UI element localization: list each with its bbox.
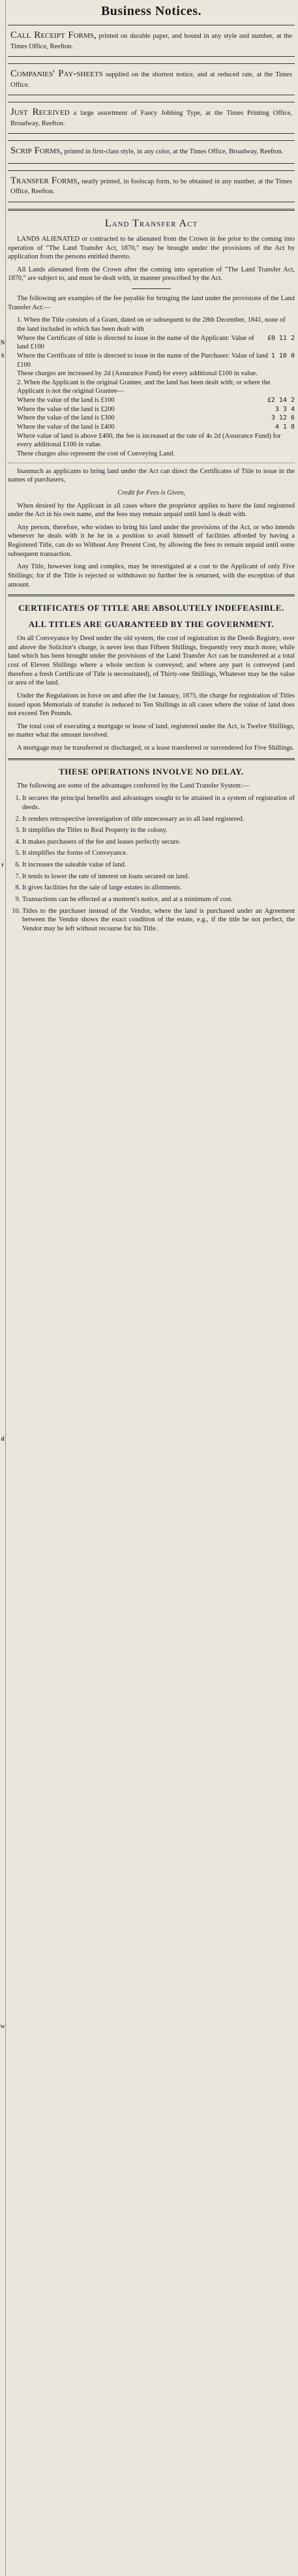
advert-text: supplied on the shortest notice, and at reduced rate, at the Times Office.: [10, 71, 293, 89]
list-item: 2. It renders retrospective investigation of title unnecessary as to all land registered.: [22, 815, 295, 824]
list-item: 6. It increases the saleable value of land.: [22, 861, 295, 870]
fee-text: Where the value of the land is £200: [17, 405, 115, 413]
section-divider: [8, 594, 295, 596]
fee-row: [8, 369, 295, 378]
advert-pay-sheets: [8, 63, 295, 95]
fee-amount: 4 1 8: [275, 423, 295, 431]
advert-text: printed on durable paper, and bound in any style and number, at the Times Office, Reefton.: [10, 33, 292, 50]
edge-fragment: d: [1, 1435, 5, 1442]
left-margin: [0, 0, 6, 2576]
fee-text: 1. When the Title consists of a Grant, dated on or subsequent to the 28th December, 1841, none of the land included in which has been dealt with: [17, 316, 286, 333]
short-rule: [132, 288, 171, 289]
certificates-subheading: ALL TITLES ARE GUARANTEED BY THE GOVERNMENT.: [28, 619, 275, 630]
edge-fragment: N: [0, 339, 5, 346]
fee-row: [8, 405, 295, 414]
section-divider: [8, 209, 295, 211]
operations-heading: THESE OPERATIONS INVOLVE NO DELAY.: [59, 766, 244, 776]
fee-text: Where the value of the land is £300: [17, 414, 115, 422]
fee-text: Where the value of the land is £400: [17, 423, 115, 431]
credit-paragraph: When desired by the Applicant in all cases where the proprietor applies to have the land registered under the Act in his own name, and the fees may remain unpaid until land is dealt with.: [8, 502, 295, 519]
list-item: 8. It gives facilities for the sale of large estates in allotments.: [22, 883, 295, 893]
edge-fragment: r: [1, 861, 4, 868]
fee-row: [8, 414, 295, 423]
advert-lead: Transfer Forms,: [10, 175, 80, 186]
advert-lead: Call Receipt Forms,: [10, 30, 97, 40]
fee-table: [8, 316, 295, 450]
page-heading: Business Notices.: [100, 4, 202, 18]
certificates-heading: CERTIFICATES OF TITLE ARE ABSOLUTELY INDEFEASIBLE.: [18, 603, 284, 613]
fee-row: [8, 432, 295, 450]
fee-note: These charges also represent the cost of Conveying Land.: [17, 450, 175, 457]
fee-amount: 3 3 4: [275, 405, 295, 413]
advert-lead: Just Received: [10, 107, 70, 118]
land-intro-paragraph: LANDS ALIENATED or contracted to be alienated from the Crown in fee prior to the coming into operation of "The Land Transfer Act, 1870," may be brought under the provisions of the Act by application from the persons entitled thereto.: [8, 235, 295, 261]
advantages-list: [8, 794, 295, 933]
list-item: 4. It makes purchasers of the fee and leases perfectly secure.: [22, 838, 295, 847]
fee-row: [8, 352, 295, 369]
edge-fragment: S: [1, 352, 5, 359]
fee-text: Where the value of the land is £100: [17, 397, 115, 405]
advert-text: printed in first-class style, in any color, at the Times Office, Broadway, Reefton.: [64, 148, 284, 156]
section-divider: [8, 758, 295, 760]
land-paragraph: Any Title, however long and complex, may be investigated at a cost to the Applicant of only Five Shillings; for if the Title is rejected or withdrawn no further fee is returned, with the exception of that amount.: [8, 563, 295, 589]
certificates-paragraph: Under the Regulations in force on and after the 1st January, 1875, the charge for registration of Titles issued upon Memorials of transfer is reduced to Ten Shillings in all cases where the value of land does not exceed Ten Pounds.: [8, 692, 295, 718]
list-item: 10. Titles to the purchaser instead of the Vendor, where the land is purchased under an Agreement between the Vendor shows the exact condition of the estate, e.g., if the title be not perfect, the Vendor may be left without recourse for his Title.: [22, 907, 295, 934]
advert-transfer-forms: [8, 170, 295, 202]
list-item: 7. It tends to lower the rate of interest on loans secured on land.: [22, 872, 295, 882]
fee-row: [8, 423, 295, 432]
list-item: 5. It simplifies the forms of Conveyance.: [22, 849, 295, 858]
fee-amount: £0 11 2: [267, 334, 295, 342]
fee-text: These charges are increased by 2d (Assurance Fund) for every additional £100 in value.: [17, 370, 258, 378]
advert-scrip-forms: [8, 140, 295, 164]
land-intro-paragraph: All Lands alienated from the Crown after the coming into operation of "The Land Transfer Act, 1870," are subject to, and must be dealt with, in manner prescribed by the Act.: [8, 266, 295, 283]
fee-row: [8, 378, 295, 396]
applicants-paragraph: Inasmuch as applicants to bring land under the Act can direct the Certificates of Title to issue in the names of purchasers,: [8, 467, 295, 484]
fee-row: [8, 396, 295, 405]
land-transfer-title: Land Transfer Act: [104, 218, 198, 230]
advert-jobbing-type: [8, 102, 295, 134]
fee-row: [8, 316, 295, 333]
advert-lead: Companies' Pay-sheets: [10, 69, 103, 80]
fee-amount: £2 14 2: [267, 397, 295, 405]
land-intro-paragraph: The following are examples of the fee payable for bringing the land under the provisions of the Land Transfer Act:—: [8, 295, 295, 311]
fee-text: 2. When the Applicant is the original Grantee, and the land has been dealt with; or where the Applicant is not the original Grantee—: [17, 378, 271, 395]
certificates-paragraph: The total cost of executing a mortgage or lease of land, registered under the Act, is Twelve Shillings, no matter what the amount involved.: [8, 722, 295, 739]
fee-amount: 3 12 6: [271, 414, 295, 422]
land-paragraph: Any person, therefore, who wishes to bring his land under the provisions of the Act, or who intends whenever he deals with it he be in a position to avail himself of facilities afforded by having a Registered Title, can do so Without Any Present Cost, by allowing the fees to remain unpaid until some subsequent transaction.: [8, 523, 295, 558]
advert-text: a large assortment of Fancy Jobbing Type, at the Times Printing Office, Broadway, Reefton.: [10, 110, 293, 127]
fee-text: Where the Certificate of title is directed to issue in the name of the Applicant: Value of land £100: [17, 334, 254, 351]
operations-intro: The following are some of the advantages conferred by the Land Transfer System:—: [17, 782, 250, 790]
advert-lead: Scrip Forms,: [10, 146, 63, 157]
list-item: 3. It simplifies the Titles to Real Property in the colony.: [22, 826, 295, 835]
advert-text: neatly printed, in foolscap form, to be obtained in any number, at the Times Office, Reefton.: [10, 177, 293, 196]
advert-call-receipt: [8, 25, 295, 57]
certificates-paragraph: On all Conveyance by Deed under the old system, the cost of registration in the Deeds Registry, over and above the Solicitor's charge, is never less than Fifteen Shillings, frequently very much more; while land which has been brought under the provisions of the Land Transfer Act can be transferred at a total cost of Eleven Shillings where a whole section is conveyed; and where any part is conveyed (and therefore a fresh Certificate of Title is necessitated), of Thirty-one Shillings, Whatever may be the value or area of the land.: [8, 635, 295, 687]
fee-amount: 1 10 0: [271, 352, 295, 360]
edge-fragment: w: [0, 2023, 5, 2029]
credit-heading: Credit for Fees is Given,: [117, 489, 185, 497]
notices-column: [8, 0, 295, 938]
certificates-paragraph: A mortgage may be transferred or discharged, or a lease transferred or surrendered for Five Shillings.: [17, 744, 295, 752]
fee-text: Where value of land is above £400, the fee is increased at the rate of 4s 2d (Assurance Fund) for every additional £100 in value.: [17, 432, 281, 449]
list-item: 1. It secures the principal benefits and advantages sought to be attained in a system of registration of deeds.: [22, 794, 295, 812]
fee-row: [8, 334, 295, 352]
fee-text: Where the Certificate of title is directed to issue in the name of the Purchaser: Value of land £100: [17, 352, 268, 369]
list-item: 9. Transactions can be effected at a moment's notice, and at a minimum of cost.: [22, 895, 295, 904]
